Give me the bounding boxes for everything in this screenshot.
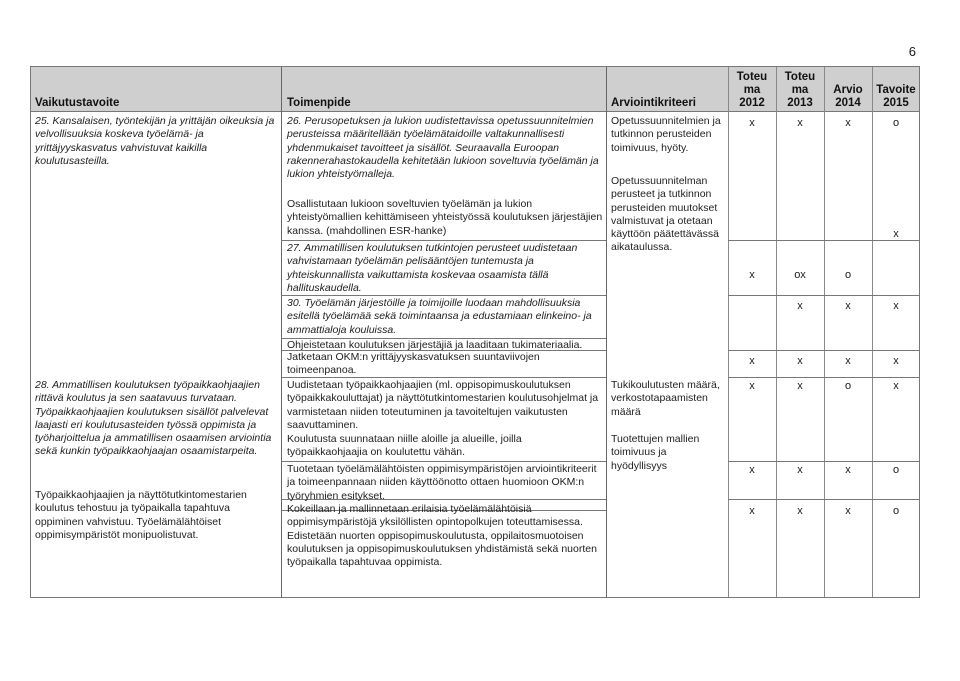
mark: o bbox=[844, 380, 852, 392]
mark: x bbox=[797, 117, 803, 129]
mark: x bbox=[749, 117, 755, 129]
criteria-3: Tukikoulutusten määrä, verkostotapaamisten määrä bbox=[611, 379, 720, 418]
header-toteu-2013: Toteu ma 2013 bbox=[784, 71, 816, 109]
header-arvio-2014: Arvio 2014 bbox=[833, 84, 863, 109]
action-28-targeting: Koulutusta suunnataan niille aloille ja alueille, joilla työpaikkaohjaajia on koulutettu vähän. bbox=[287, 433, 522, 459]
action-30: 30. Työelämän järjestöille ja toimijoille luodaan mahdollisuuksia esitellä työelämää sekä toimintaansa ja edustamiaan elinkeino- ja ammattialoja kouluissa. bbox=[287, 297, 592, 336]
header-goal: Vaikutustavoite bbox=[35, 97, 120, 109]
mark: x bbox=[845, 355, 851, 367]
mark: x bbox=[749, 464, 755, 476]
header-action: Toimenpide bbox=[287, 97, 351, 109]
mark: x bbox=[797, 300, 803, 312]
action-28-pilots: Kokeillaan ja mallinnetaan erilaisia työelämälähtöisiä oppimisympäristöjä yksilöllisten opintopolkujen toteuttamisessa. Edistetään nuorten oppisopimuskoulutusta, oppilaitosmuotoisen koulutuksen ja oppisopimuskoulutuksen yhdistämistä sekä nuorten työpaikalla tapahtuvaa oppimista. bbox=[287, 503, 597, 569]
criteria-2: Opetussuunnitelman perusteet ja tutkinnon perusteiden muutokset valmistuvat ja otetaan käyttöön päätettävässä aikataulussa. bbox=[611, 175, 719, 254]
mark: x bbox=[893, 380, 899, 392]
mark: x bbox=[749, 269, 755, 281]
action-27: 27. Ammatillisen koulutuksen tutkintojen perusteet uudistetaan vahvistamaan työelämän pelisääntöjen tuntemusta ja yhteiskunnallista vaikuttamista koskevaa osaamista tällä hallituskaudella. bbox=[287, 242, 578, 294]
mark: x bbox=[845, 505, 851, 517]
header-tavoite-2015: Tavoite 2015 bbox=[876, 84, 916, 109]
mark: x bbox=[749, 355, 755, 367]
table-header bbox=[31, 67, 919, 112]
criteria-1: Opetussuunnitelmien ja tutkinnon perusteiden toimivuus, hyöty. bbox=[611, 115, 721, 154]
header-toteu-2012: Toteu ma 2012 bbox=[736, 71, 768, 109]
mark: x bbox=[797, 464, 803, 476]
goal-28-effect: Työpaikkaohjaajien ja näyttötutkintomestarien koulutus tehostuu ja työpaikalla tapahtuva oppiminen vahvistuu. Työelämälähtöiset oppimisympäristöt monipuolistuvat. bbox=[35, 489, 247, 541]
goal-28: 28. Ammatillisen koulutuksen työpaikkaohjaajien rittävä koulutus ja sen saatavuus turvataan. Työpaikkaohjaajien koulutuksen sisällöt palvelevat laajasti eri koulutusasteiden työssä oppimista ja työharjoittelua ja ammatillisen osaamisen arviointia sekä kunkin työpaikkaohjaajan osaamistarpeita. bbox=[35, 379, 272, 458]
action-28-training: Uudistetaan työpaikkaohjaajien (ml. oppisopimuskoulutuksen työpaikkakouluttajat) ja näyttötutkintomestarien koulutusohjelmat ja varmistetaan niiden toteutuminen ja tavoiteltujen vaikutusten saavuttaminen. bbox=[287, 379, 599, 431]
mark: o bbox=[892, 117, 900, 129]
mark: ox bbox=[794, 269, 806, 281]
mark: x bbox=[845, 464, 851, 476]
mark: o bbox=[844, 269, 852, 281]
mark: x bbox=[893, 228, 899, 240]
mark: x bbox=[749, 380, 755, 392]
mark: o bbox=[892, 505, 900, 517]
mark: x bbox=[749, 505, 755, 517]
mark: o bbox=[892, 464, 900, 476]
mark: x bbox=[845, 117, 851, 129]
mark: x bbox=[845, 300, 851, 312]
header-criteria: Arviointikriteeri bbox=[611, 97, 696, 109]
action-30-okm: Jatketaan OKM:n yrittäjyyskasvatuksen suuntaviivojen toimeenpanoa. bbox=[287, 351, 540, 377]
goal-25: 25. Kansalaisen, työntekijän ja yrittäjän oikeuksia ja velvollisuuksia koskeva työelämä- ja yrittäjyyskasvatus vahvistuvat kaikilla koulutusasteilla. bbox=[35, 115, 275, 167]
mark: x bbox=[797, 505, 803, 517]
mark: x bbox=[797, 380, 803, 392]
action-26-esr: Osallistutaan lukioon soveltuvien työelämän ja lukion yhteistyömallien kehittämiseen yhteistyössä koulutuksen järjestäjien kanssa. (mahdollinen ESR-hanke) bbox=[287, 198, 603, 237]
mark: x bbox=[893, 300, 899, 312]
mark: x bbox=[893, 355, 899, 367]
action-table bbox=[30, 66, 920, 598]
page-number: 6 bbox=[908, 44, 916, 59]
action-30-guidance: Ohjeistetaan koulutuksen järjestäjiä ja laaditaan tukimateriaalia. bbox=[287, 339, 583, 351]
action-28-criteria: Tuotetaan työelämälähtöisten oppimisympäristöjen arviointikriteerit ja toimeenpannaan niiden käyttöönotto ottaen huomioon OKM:n työryhmien esitykset. bbox=[287, 463, 597, 502]
criteria-4: Tuotettujen mallien toimivuus ja hyödyllisyys bbox=[611, 433, 700, 472]
mark: x bbox=[797, 355, 803, 367]
action-26: 26. Perusopetuksen ja lukion uudistettavissa opetussuunnitelmien perusteissa määritellään työelämätaidoille valtakunnallisesti yhdenmukaiset tavoitteet ja sisällöt. Seuraavalla Euroopan rakennerahastokaudella kehitetään lukioon soveltuvia työelämän ja lukion yhteistyömalleja. bbox=[287, 115, 599, 181]
